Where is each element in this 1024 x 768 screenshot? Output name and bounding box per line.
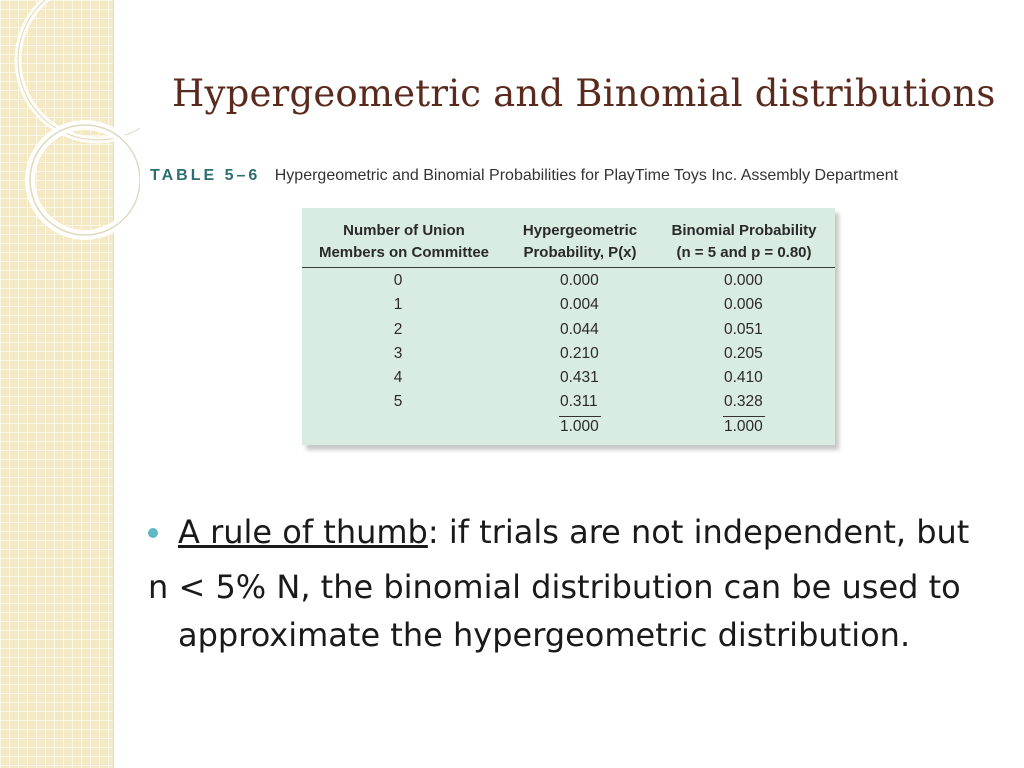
- cell-hypergeometric: 0.431: [560, 369, 599, 387]
- probability-table: [302, 208, 835, 445]
- decorative-rings: [0, 0, 140, 260]
- cell-x: 2: [393, 320, 403, 338]
- cell-x: 0: [393, 272, 403, 289]
- bullet-line-1: [178, 513, 969, 551]
- cell-x: 4: [393, 369, 403, 387]
- cell-hypergeometric: 0.004: [560, 296, 599, 314]
- slide-title: Hypergeometric and Binomial distributions: [172, 72, 996, 115]
- table-body: [302, 270, 835, 440]
- bullet-line-1-rest: : if trials are not independent, but: [427, 513, 970, 551]
- table-row: [302, 367, 835, 391]
- cell-binomial: 0.006: [724, 296, 763, 314]
- header-binomial-line2: (n = 5 and p = 0.80): [676, 244, 812, 261]
- header-binomial-line1: Binomial Probability: [671, 222, 817, 239]
- cell-binomial: 0.051: [724, 320, 763, 338]
- cell-hypergeometric: 0.000: [560, 272, 599, 289]
- table-row: [302, 294, 835, 318]
- bullet-line-2: n < 5% N, the binomial distribution can be used to: [148, 568, 961, 606]
- cell-binomial: 0.000: [724, 272, 763, 289]
- cell-binomial: 0.410: [724, 369, 763, 387]
- bullet-icon: [148, 528, 158, 538]
- cell-hypergeometric: 0.044: [560, 320, 599, 338]
- table-row: [302, 270, 835, 294]
- header-divider: [302, 267, 835, 268]
- total-binomial: 1.000: [724, 417, 763, 435]
- header-hypergeometric-line1: Hypergeometric: [522, 222, 638, 239]
- table-total-row: [302, 416, 835, 440]
- table-row: [302, 391, 835, 415]
- cell-x: 3: [393, 344, 403, 362]
- header-binomial: [660, 220, 828, 264]
- header-union-members: [302, 220, 506, 264]
- rule-of-thumb-label: A rule of thumb: [178, 513, 428, 551]
- bullet-line-3: approximate the hypergeometric distribution.: [178, 616, 911, 654]
- cell-binomial: 0.328: [724, 393, 763, 411]
- header-hypergeometric-line2: Probability, P(x): [523, 244, 637, 261]
- cell-x: 1: [393, 296, 403, 314]
- table-number: TABLE 5–6: [150, 167, 261, 184]
- header-union-members-line1: Number of Union: [343, 222, 465, 239]
- table-row: [302, 343, 835, 367]
- cell-hypergeometric: 0.311: [560, 393, 598, 411]
- sum-rule-binomial: [723, 416, 765, 417]
- cell-hypergeometric: 0.210: [560, 344, 599, 362]
- table-caption-text: Hypergeometric and Binomial Probabilities for PlayTime Toys Inc. Assembly Department: [274, 167, 899, 184]
- table-caption: [150, 167, 898, 185]
- header-hypergeometric: [510, 220, 650, 264]
- sum-rule-hypergeometric: [559, 416, 601, 417]
- table-row: [302, 319, 835, 343]
- total-hypergeometric: 1.000: [560, 417, 599, 435]
- cell-x: 5: [393, 393, 403, 411]
- cell-binomial: 0.205: [724, 344, 763, 362]
- header-union-members-line2: Members on Committee: [318, 244, 490, 261]
